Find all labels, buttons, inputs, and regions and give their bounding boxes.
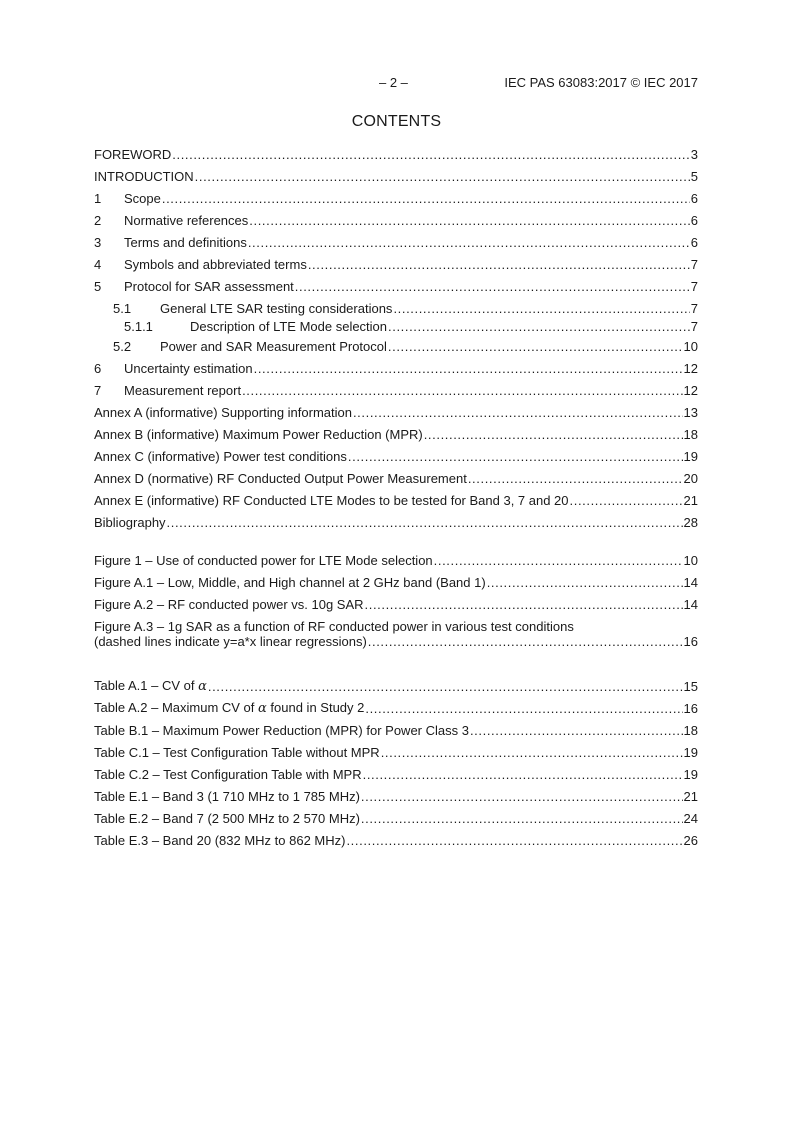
document-reference: IEC PAS 63083:2017 © IEC 2017 (504, 75, 698, 90)
toc-entry-title: Table E.3 – Band 20 (832 MHz to 862 MHz) (94, 833, 346, 848)
toc-leader (381, 745, 683, 761)
toc-leader (208, 679, 683, 695)
toc-leader (353, 405, 683, 421)
toc-entry-page: 3 (690, 147, 698, 162)
toc-figures (94, 547, 698, 649)
toc-leader (434, 553, 683, 569)
toc-leader (195, 169, 690, 185)
toc-entry[interactable] (94, 335, 698, 355)
toc-entry-title: Figure A.2 – RF conducted power vs. 10g SAR (94, 597, 364, 612)
toc-table-entry[interactable] (94, 761, 698, 783)
toc-entry-title: Annex B (informative) Maximum Power Reduction (MPR) (94, 427, 423, 442)
toc-entry-page: 19 (683, 449, 698, 464)
toc-entry-title: Table A.1 – CV of α (94, 678, 207, 694)
toc-figure-entry[interactable] (94, 547, 698, 569)
toc-leader (248, 235, 690, 251)
page-header (94, 75, 698, 93)
toc-entry-title: Figure A.1 – Low, Middle, and High channel at 2 GHz band (Band 1) (94, 575, 486, 590)
toc-entry-title: INTRODUCTION (94, 169, 194, 184)
toc-leader (346, 833, 682, 849)
toc-entry-title: Figure 1 – Use of conducted power for LTE Mode selection (94, 553, 433, 568)
toc-table-entry[interactable] (94, 673, 698, 695)
toc-entry-number: 7 (94, 383, 102, 398)
toc-entry-page: 12 (683, 361, 698, 376)
toc-leader (361, 789, 683, 805)
toc-entry-page: 24 (683, 811, 698, 826)
toc-entry-page: 21 (683, 493, 698, 508)
toc-entry-title: Table E.1 – Band 3 (1 710 MHz to 1 785 MHz) (94, 789, 360, 804)
toc-entry-title-line1: Figure A.3 – 1g SAR as a function of RF conducted power in various test conditions (94, 619, 574, 634)
toc-entry-page: 6 (690, 213, 698, 228)
toc-leader (470, 723, 683, 739)
toc-entry[interactable] (94, 487, 698, 509)
toc-figure-entry[interactable] (94, 591, 698, 613)
toc-entry-page: 20 (683, 471, 698, 486)
toc-entry-number: 5.1.1 (124, 319, 153, 334)
toc-entry-page: 21 (683, 789, 698, 804)
toc-leader (254, 361, 683, 377)
toc-leader (242, 383, 682, 399)
toc-entry-page: 18 (683, 427, 698, 442)
toc-table-entry[interactable] (94, 783, 698, 805)
toc-entry-page: 12 (683, 383, 698, 398)
toc-entry[interactable] (94, 273, 698, 295)
toc-entry-title: Bibliography (94, 515, 166, 530)
toc-entry-title: Table A.2 – Maximum CV of α found in Study 2 (94, 700, 365, 716)
toc-entry-page: 18 (683, 723, 698, 738)
toc-entry-number: 5.2 (113, 339, 132, 354)
toc-entry[interactable] (94, 443, 698, 465)
toc-leader (393, 301, 689, 317)
toc-entry-title: FOREWORD (94, 147, 172, 162)
toc-leader (388, 339, 683, 355)
toc-leader (249, 213, 689, 229)
toc-figure-entry[interactable] (94, 613, 698, 649)
toc-table-entry[interactable] (94, 827, 698, 849)
toc-entry-title: Annex C (informative) Power test conditions (94, 449, 347, 464)
toc-table-entry[interactable] (94, 717, 698, 739)
contents-title: CONTENTS (351, 113, 442, 130)
toc-leader (468, 471, 683, 487)
toc-figure-entry[interactable] (94, 569, 698, 591)
toc-leader (361, 811, 683, 827)
toc-entry[interactable] (94, 509, 698, 531)
toc-entry-page: 10 (683, 339, 698, 354)
toc-sections (94, 141, 698, 531)
alpha-symbol: α (258, 701, 267, 716)
toc-entry-page: 26 (683, 833, 698, 848)
toc-table-entry[interactable] (94, 805, 698, 827)
toc-entry-title: Protocol for SAR assessment (124, 279, 294, 294)
toc-entry-title: Table B.1 – Maximum Power Reduction (MPR) for Power Class 3 (94, 723, 469, 738)
toc-entry-page: 6 (690, 235, 698, 250)
toc-entry[interactable] (94, 377, 698, 399)
toc-entry-page: 13 (683, 405, 698, 420)
toc-tables (94, 673, 698, 849)
toc-entry-number: 2 (94, 213, 102, 228)
toc-entry-number: 6 (94, 361, 102, 376)
toc-entry-page: 7 (690, 301, 698, 316)
toc-entry-page: 19 (683, 767, 698, 782)
toc-entry-number: 1 (94, 191, 102, 206)
toc-entry-page: 19 (683, 745, 698, 760)
toc-leader (388, 319, 690, 335)
toc-entry-page: 7 (690, 257, 698, 272)
toc-leader (363, 767, 683, 783)
toc-leader (365, 597, 683, 613)
toc-entry-number: 3 (94, 235, 102, 250)
page-number: – 2 – (379, 75, 408, 90)
toc-entry[interactable] (94, 141, 698, 163)
toc-leader (172, 147, 689, 163)
toc-entry[interactable] (94, 421, 698, 443)
toc-entry-title: Annex E (informative) RF Conducted LTE Modes to be tested for Band 3, 7 and 20 (94, 493, 569, 508)
alpha-symbol: α (198, 679, 207, 694)
toc-entry-page: 10 (683, 553, 698, 568)
toc-entry[interactable] (94, 295, 698, 317)
toc-entry-number: 4 (94, 257, 102, 272)
toc-entry-title: Annex D (normative) RF Conducted Output Power Measurement (94, 471, 467, 486)
toc-entry-title-line2: (dashed lines indicate y=a*x linear regressions) (94, 634, 367, 649)
toc-entry-page: 14 (683, 597, 698, 612)
toc-leader (424, 427, 683, 443)
toc-leader (167, 515, 683, 531)
toc-entry-title: Table C.1 – Test Configuration Table without MPR (94, 745, 380, 760)
toc-entry[interactable] (94, 355, 698, 377)
toc-entry-title: Terms and definitions (124, 235, 247, 250)
toc-entry[interactable] (94, 229, 698, 251)
toc-leader (308, 257, 690, 273)
toc-entry-title: Description of LTE Mode selection (190, 319, 388, 334)
toc-leader (348, 449, 683, 465)
toc-entry-title: Symbols and abbreviated terms (124, 257, 307, 272)
toc-entry-page: 7 (690, 279, 698, 294)
toc-leader (368, 634, 683, 649)
toc-entry[interactable] (94, 163, 698, 185)
toc-entry-title: General LTE SAR testing considerations (160, 301, 393, 316)
toc-leader (487, 575, 683, 591)
toc-entry-title: Normative references (124, 213, 249, 228)
toc-entry[interactable] (94, 185, 698, 207)
toc-entry-title: Table C.2 – Test Configuration Table with MPR (94, 767, 362, 782)
toc-entry[interactable] (94, 251, 698, 273)
toc-leader (570, 493, 683, 509)
toc-entry-title: Table E.2 – Band 7 (2 500 MHz to 2 570 MHz) (94, 811, 360, 826)
toc-entry[interactable] (94, 399, 698, 421)
toc-entry-number: 5.1 (113, 301, 132, 316)
toc-entry[interactable] (94, 207, 698, 229)
toc-entry-page: 16 (683, 701, 698, 716)
toc-entry-page: 16 (683, 634, 698, 649)
toc-entry-title: Scope (124, 191, 161, 206)
toc-entry-page: 28 (683, 515, 698, 530)
toc-entry[interactable] (94, 317, 698, 335)
toc-table-entry[interactable] (94, 695, 698, 717)
toc-entry[interactable] (94, 465, 698, 487)
toc-entry-page: 5 (690, 169, 698, 184)
toc-table-entry[interactable] (94, 739, 698, 761)
toc-entry-title: Annex A (informative) Supporting information (94, 405, 352, 420)
toc-entry-title: Power and SAR Measurement Protocol (160, 339, 387, 354)
toc-leader (162, 191, 690, 207)
toc-entry-page: 7 (690, 319, 698, 334)
toc-entry-page: 6 (690, 191, 698, 206)
toc-leader (295, 279, 690, 295)
toc-entry-page: 15 (683, 679, 698, 694)
toc-leader (365, 701, 682, 717)
toc-entry-number: 5 (94, 279, 102, 294)
toc-entry-title: Uncertainty estimation (124, 361, 253, 376)
toc-entry-title: Measurement report (124, 383, 242, 398)
toc-entry-page: 14 (683, 575, 698, 590)
